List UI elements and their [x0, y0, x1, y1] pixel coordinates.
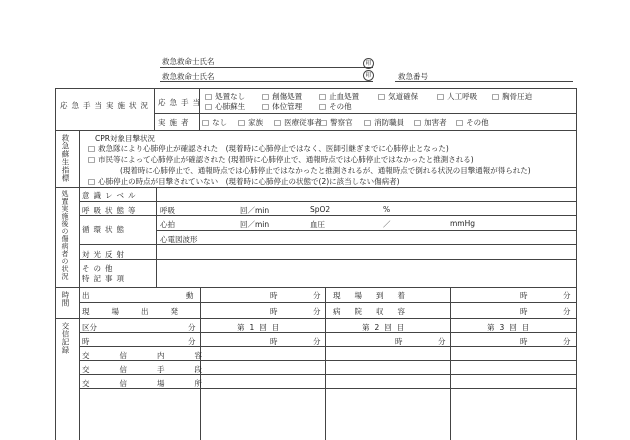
cpr-witness-title: CPR対象目撃状況	[95, 134, 155, 143]
table-left-border	[55, 88, 56, 440]
comm-place-label: 交信場所	[82, 379, 232, 388]
performer-row-label: 実施者	[158, 118, 193, 127]
comm-time-label-part-2: 分	[188, 337, 196, 346]
after-treatment-label: 処置実施後の傷病者の状況	[61, 190, 69, 280]
pupil-reflex-label: 対光反射	[82, 250, 128, 259]
respiration-unit: 回／min	[240, 206, 270, 215]
first-aid-row-label: 応急手当	[158, 98, 204, 107]
bp-slash: ／	[383, 220, 391, 229]
leave-label: 現場出発	[82, 307, 200, 316]
spo2-label: SpO2	[310, 205, 331, 214]
first-aid-option-positioning[interactable]: □ 体位管理	[262, 101, 302, 112]
table-right-border	[576, 88, 577, 440]
leave-hour: 時	[270, 307, 278, 316]
performer-option-police[interactable]: □ 警察官	[320, 117, 353, 128]
depart-hour: 時	[270, 291, 278, 300]
round-3-minute: 分	[563, 337, 571, 346]
remarks-label: 特記事項	[82, 274, 128, 283]
comm-content-label: 交信内容	[82, 351, 232, 360]
arrive-hour: 時	[520, 291, 528, 300]
hospital-minute: 分	[563, 307, 571, 316]
round-1-minute: 分	[313, 337, 321, 346]
seal-mark-2: 印	[363, 70, 374, 81]
comm-time-label-part-1: 時	[82, 337, 90, 346]
bp-unit: mmHg	[450, 219, 476, 228]
other-label: その他	[82, 264, 117, 273]
first-aid-option-none[interactable]: □ 処置なし	[205, 91, 245, 102]
table-top-border	[55, 88, 576, 89]
round-1-label: 第1回目	[237, 323, 285, 332]
leave-minute: 分	[313, 307, 321, 316]
comm-section-label: 交信記録	[61, 322, 70, 354]
ecg-label: 心電図波形	[160, 235, 198, 244]
performer-option-fire[interactable]: □ 消防職員	[364, 117, 404, 128]
first-aid-option-wound[interactable]: □ 創傷処置	[262, 91, 302, 102]
resus-line-3: (現着時に心肺停止で、通報時点では心肺停止ではなかったと推測されるが、通報時点で倒れる状況の目撃通報が得られた)	[120, 166, 531, 175]
hospital-label: 病院収容	[333, 307, 419, 316]
first-aid-option-hemostasis[interactable]: □ 止血処置	[319, 91, 359, 102]
performer-option-medical[interactable]: □ 医療従事者	[274, 117, 322, 128]
round-3-hour: 時	[520, 337, 528, 346]
arrive-minute: 分	[563, 291, 571, 300]
paramedic-name-label-2: 救急救命士氏名	[162, 72, 215, 81]
seal-mark-1: 印	[363, 58, 374, 69]
bp-label: 血圧	[310, 220, 325, 229]
circulation-label: 循環状態	[82, 225, 128, 234]
pulse-unit: 回／min	[240, 220, 270, 229]
depart-minute: 分	[313, 291, 321, 300]
depart-label-part-2: 動	[186, 291, 194, 300]
category-minute: 分	[188, 323, 196, 332]
category-label: 区分	[82, 323, 97, 332]
performer-option-family[interactable]: □ 家族	[238, 117, 263, 128]
comm-means-label: 交信手段	[82, 365, 232, 374]
resus-line-4[interactable]: □ 心肺停止の時点が目撃されていない (現着時に心肺停止の状態で(2)に該当しない傷病者)	[88, 176, 400, 187]
respiration-label: 呼吸状態等	[82, 206, 140, 215]
treatment-section-title: 応急手当実施状況	[60, 101, 152, 110]
performer-option-perpetrator[interactable]: □ 加害者	[414, 117, 447, 128]
round-2-label: 第2回目	[362, 323, 410, 332]
resus-line-2[interactable]: □ 市民等によって心肺停止が確認された (現着時に心肺停止で、通報時点では心肺停止ではなかったと推測される)	[88, 154, 474, 165]
first-aid-option-ventilation[interactable]: □ 人工呼吸	[437, 91, 477, 102]
respiration-rate-label: 呼吸	[160, 206, 175, 215]
emergency-number-label: 救急番号	[398, 72, 428, 81]
spo2-unit: %	[383, 205, 391, 214]
performer-option-none[interactable]: □ なし	[202, 117, 227, 128]
time-section-label: 時間	[61, 291, 70, 307]
depart-label-part-1: 出	[82, 291, 90, 300]
hospital-hour: 時	[520, 307, 528, 316]
first-aid-option-airway[interactable]: □ 気道確保	[378, 91, 418, 102]
paramedic-name-label-1: 救急救命士氏名	[162, 57, 215, 66]
arrive-label: 現場到着	[333, 291, 419, 300]
round-1-hour: 時	[270, 337, 278, 346]
first-aid-option-other[interactable]: □ その他	[319, 101, 352, 112]
round-3-label: 第3回目	[487, 323, 535, 332]
performer-option-other[interactable]: □ その他	[456, 117, 489, 128]
resus-section-label: 救急蘇生指標	[61, 134, 70, 182]
consciousness-label: 意識レベル	[82, 191, 140, 200]
first-aid-option-compression[interactable]: □ 胸骨圧迫	[492, 91, 532, 102]
round-2-minute: 分	[438, 337, 446, 346]
round-2-hour: 時	[395, 337, 403, 346]
pulse-label: 心拍	[160, 220, 175, 229]
resus-line-1[interactable]: □ 救急隊により心肺停止が確認された (現着時に心肺停止ではなく、医師引継ぎまでに心肺停止となった)	[88, 143, 449, 154]
first-aid-option-cpr[interactable]: □ 心肺蘇生	[205, 101, 245, 112]
